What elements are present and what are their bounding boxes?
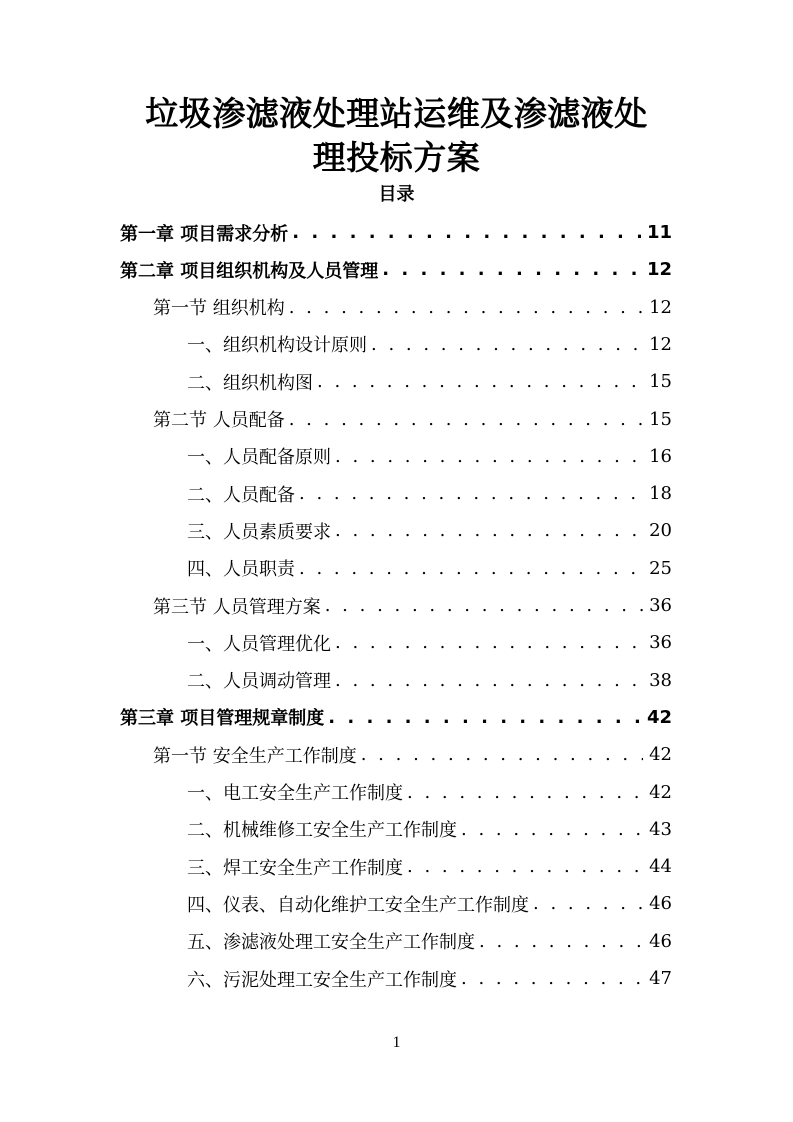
toc-dot-leader xyxy=(299,558,643,579)
toc-entry-page-number: 42 xyxy=(646,706,672,728)
toc-dot-leader xyxy=(317,371,643,392)
toc-entry-label: 第一章 项目需求分析 xyxy=(120,223,289,245)
toc-entry-page-number: 46 xyxy=(649,893,672,915)
toc-dot-leader xyxy=(361,744,643,765)
toc-dot-leader xyxy=(289,409,643,430)
toc-entry-label: 第一节 安全生产工作制度 xyxy=(153,745,357,767)
toc-entry[interactable] xyxy=(187,475,672,512)
toc-dot-leader xyxy=(325,595,643,616)
toc-entry-page-number: 36 xyxy=(649,632,672,654)
toc-entry-label: 第一节 组织机构 xyxy=(153,298,285,320)
toc-entry[interactable] xyxy=(120,699,672,736)
toc-entry[interactable] xyxy=(187,848,672,885)
toc-entry[interactable] xyxy=(153,289,672,326)
toc-entry[interactable] xyxy=(187,960,672,997)
toc-entry-page-number: 38 xyxy=(649,669,672,691)
toc-entry-page-number: 42 xyxy=(649,781,672,803)
toc-dot-leader xyxy=(479,931,643,952)
toc-entry[interactable] xyxy=(187,550,672,587)
title-line-1: 垃圾渗滤液处理站运维及渗滤液处 xyxy=(145,94,648,133)
toc-dot-leader xyxy=(533,893,643,914)
toc-entry-label: 第二节 人员配备 xyxy=(153,410,285,431)
toc-dot-leader xyxy=(289,297,643,318)
document-title xyxy=(100,92,693,180)
toc-dot-leader xyxy=(335,632,643,653)
toc-entry[interactable] xyxy=(153,401,672,438)
toc-entry-label: 二、人员配备 xyxy=(187,484,295,506)
toc-entry[interactable] xyxy=(187,885,672,922)
toc-entry-label: 五、渗滤液处理工安全生产工作制度 xyxy=(187,932,475,954)
toc-entry-page-number: 36 xyxy=(649,595,672,616)
toc-dot-leader xyxy=(461,819,643,840)
toc-entry[interactable] xyxy=(187,363,672,400)
toc-dot-leader xyxy=(292,222,641,243)
toc-entry-page-number: 42 xyxy=(649,744,672,766)
toc-entry-page-number: 16 xyxy=(649,445,672,467)
toc-entry-page-number: 12 xyxy=(646,259,672,281)
toc-entry-label: 二、机械维修工安全生产工作制度 xyxy=(187,820,457,842)
toc-dot-leader xyxy=(335,446,643,467)
toc-entry-page-number: 46 xyxy=(649,930,672,952)
toc-entry-label: 一、人员管理优化 xyxy=(187,633,331,655)
toc-entry-label: 三、人员素质要求 xyxy=(187,521,331,543)
toc-entry-label: 二、组织机构图 xyxy=(187,372,313,394)
toc-entry-page-number: 25 xyxy=(649,557,672,579)
toc-entry-label: 六、污泥处理工安全生产工作制度 xyxy=(187,969,457,991)
toc-dot-leader xyxy=(382,259,641,280)
toc-entry[interactable] xyxy=(187,438,672,475)
toc-entry[interactable] xyxy=(187,662,672,699)
toc-entry[interactable] xyxy=(187,512,672,549)
toc-entry-page-number: 12 xyxy=(649,333,672,355)
toc-entry[interactable] xyxy=(187,326,672,363)
toc-entry-page-number: 44 xyxy=(649,856,672,878)
toc-heading: 目录 xyxy=(378,184,415,205)
toc-entry[interactable] xyxy=(187,923,672,960)
toc-entry-page-number: 15 xyxy=(649,408,672,430)
toc-entry-label: 第三节 人员管理方案 xyxy=(153,596,321,618)
toc-entry-page-number: 20 xyxy=(649,520,672,542)
toc-entry-label: 第三章 项目管理规章制度 xyxy=(120,708,325,730)
toc-entry-page-number: 18 xyxy=(649,483,672,505)
toc-dot-leader xyxy=(328,707,641,728)
toc-entry-label: 一、人员配备原则 xyxy=(187,447,331,469)
toc-entry-label: 一、组织机构设计原则 xyxy=(187,335,367,357)
toc-dot-leader xyxy=(407,856,643,877)
toc-dot-leader xyxy=(461,968,643,989)
toc-entry-page-number: 43 xyxy=(649,818,672,840)
toc-entry-page-number: 15 xyxy=(649,371,672,393)
toc-entry[interactable] xyxy=(187,624,672,661)
toc-entry[interactable] xyxy=(153,587,672,624)
toc-entry[interactable] xyxy=(187,811,672,848)
toc-dot-leader xyxy=(407,782,643,803)
toc-dot-leader xyxy=(335,520,643,541)
toc-dot-leader xyxy=(299,483,643,504)
toc-entry-label: 一、电工安全生产工作制度 xyxy=(187,783,403,804)
toc-entry-label: 四、仪表、自动化维护工安全生产工作制度 xyxy=(187,894,529,916)
toc-entry[interactable] xyxy=(153,736,672,773)
page-number: 1 xyxy=(392,1034,401,1051)
toc-entry-label: 四、人员职责 xyxy=(187,559,295,581)
toc-entry-label: 第二章 项目组织机构及人员管理 xyxy=(120,260,379,282)
title-line-2: 理投标方案 xyxy=(312,138,481,177)
toc-entry-label: 二、人员调动管理 xyxy=(187,671,331,693)
toc-dot-leader xyxy=(335,670,643,691)
toc-entry[interactable] xyxy=(120,251,672,288)
toc-entry[interactable] xyxy=(120,214,672,251)
toc-entry-page-number: 47 xyxy=(649,968,672,989)
toc-entry-page-number: 11 xyxy=(646,222,672,243)
toc-entry-label: 三、焊工安全生产工作制度 xyxy=(187,857,403,879)
toc-dot-leader xyxy=(371,334,643,355)
toc-entry[interactable] xyxy=(187,774,672,811)
toc-entry-page-number: 12 xyxy=(649,296,672,318)
